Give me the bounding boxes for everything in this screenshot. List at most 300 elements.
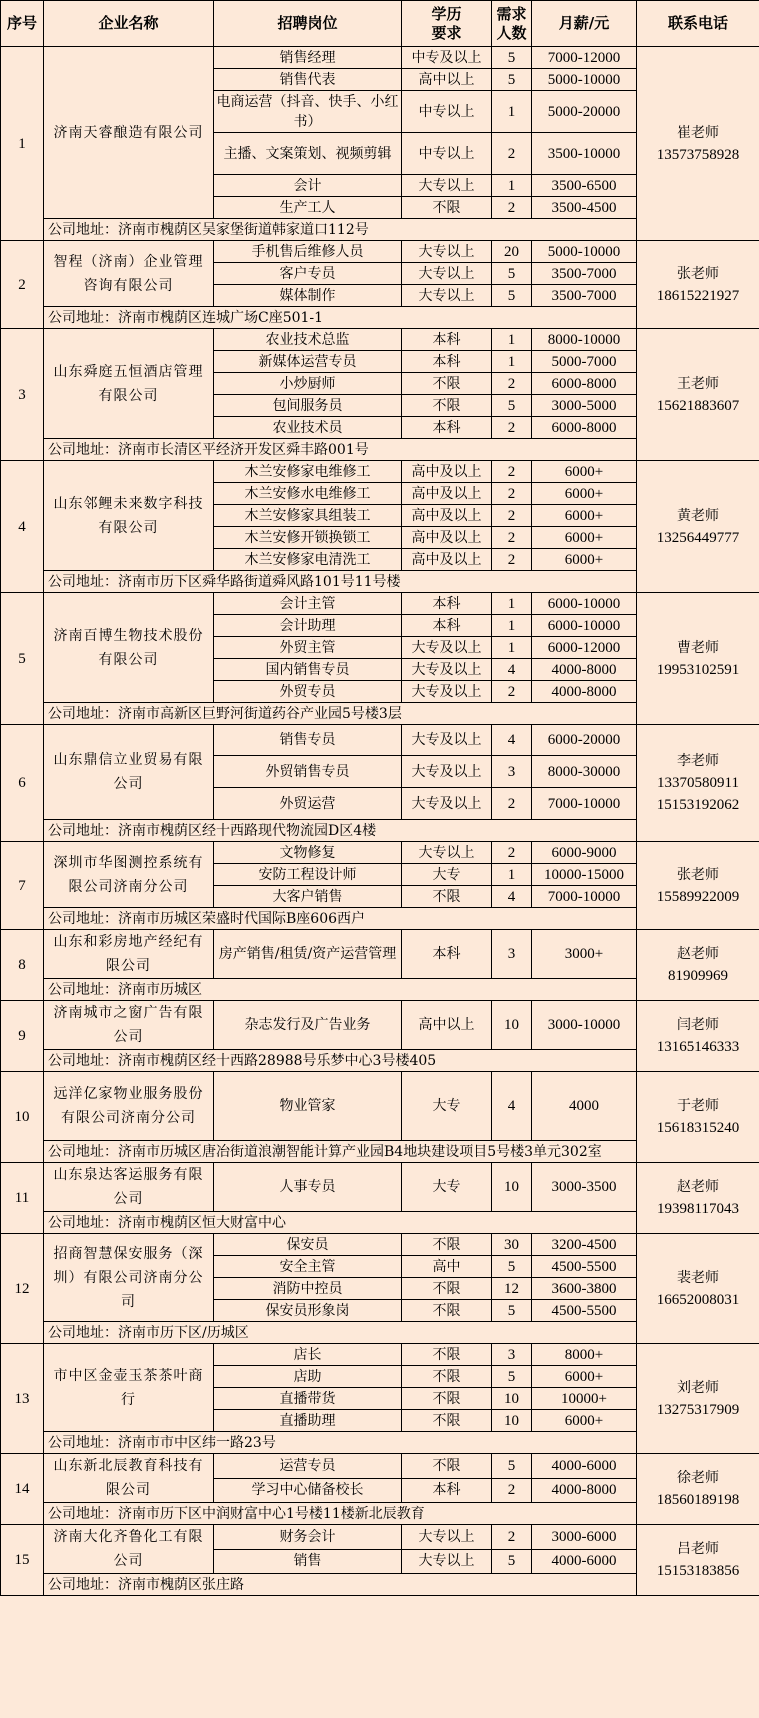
job-salary: 3500-10000 [532, 133, 637, 175]
row-index: 12 [1, 1234, 44, 1344]
job-row [1, 593, 759, 615]
contact-name: 王老师 [677, 375, 719, 392]
job-education: 大专及以上 [402, 756, 492, 788]
contact-cell [637, 329, 759, 461]
contact-cell [637, 1072, 759, 1163]
job-row [1, 725, 759, 756]
job-count: 10 [492, 1410, 532, 1432]
job-salary: 7000-12000 [532, 47, 637, 69]
company-name: 智程（济南）企业管理咨询有限公司 [44, 241, 214, 307]
job-salary: 6000-10000 [532, 615, 637, 637]
company-name: 山东鼎信立业贸易有限公司 [44, 725, 214, 820]
company-name: 济南城市之窗广告有限公司 [44, 1001, 214, 1050]
job-salary: 6000+ [532, 527, 637, 549]
job-education: 不限 [402, 1410, 492, 1432]
job-row [1, 1072, 759, 1141]
contact-name: 闫老师 [677, 1017, 719, 1033]
company-address: 公司地址：济南市历城区 [44, 979, 637, 1001]
job-count: 2 [492, 1525, 532, 1550]
row-index: 15 [1, 1525, 44, 1596]
job-education: 大专 [402, 1072, 492, 1141]
contact-phone: 19398117043 [657, 1201, 739, 1217]
job-position: 主播、文案策划、视频剪辑 [214, 133, 402, 175]
contact-phone: 15618315240 [656, 1120, 740, 1136]
job-salary: 3000-6000 [532, 1525, 637, 1550]
contact-name: 张老师 [677, 265, 719, 282]
job-row [1, 1525, 759, 1550]
contact-name: 裴老师 [677, 1269, 719, 1286]
job-position: 大客户销售 [214, 886, 402, 908]
job-education: 高中以上 [402, 1001, 492, 1050]
contact-cell [637, 1525, 759, 1596]
job-education: 大专以上 [402, 241, 492, 263]
job-count: 3 [492, 756, 532, 788]
job-count: 5 [492, 395, 532, 417]
job-position: 会计主管 [214, 593, 402, 615]
job-salary: 5000-10000 [532, 69, 637, 91]
company-name: 济南大化齐鲁化工有限公司 [44, 1525, 214, 1574]
job-position: 木兰安修家具组装工 [214, 505, 402, 527]
contact-name: 张老师 [677, 866, 719, 883]
contact-name: 刘老师 [677, 1379, 719, 1396]
job-row [1, 461, 759, 483]
job-count: 2 [492, 197, 532, 219]
job-education: 大专以上 [402, 1525, 492, 1550]
header-education [402, 1, 492, 47]
job-education: 大专 [402, 1163, 492, 1212]
job-count: 2 [492, 681, 532, 703]
job-education: 高中及以上 [402, 483, 492, 505]
row-index: 3 [1, 329, 44, 461]
job-row [1, 1163, 759, 1212]
contact-name: 吕老师 [677, 1541, 719, 1557]
job-salary: 10000-15000 [532, 864, 637, 886]
company-name: 招商智慧保安服务（深圳）有限公司济南分公司 [44, 1234, 214, 1322]
job-position: 安防工程设计师 [214, 864, 402, 886]
job-education: 大专以上 [402, 263, 492, 285]
job-position: 包间服务员 [214, 395, 402, 417]
company-address: 公司地址：济南市历城区荣盛时代国际B座606西户 [44, 908, 637, 930]
contact-cell [637, 725, 759, 842]
contact-name: 赵老师 [677, 946, 719, 962]
job-row [1, 241, 759, 263]
job-position: 消防中控员 [214, 1278, 402, 1300]
job-salary: 4000 [532, 1072, 637, 1141]
job-salary: 6000-20000 [532, 725, 637, 756]
company-address: 公司地址：济南市长清区平经济开发区舜丰路001号 [44, 439, 637, 461]
job-education: 中专以上 [402, 91, 492, 133]
company-address: 公司地址：济南市槐荫区张庄路 [44, 1574, 637, 1596]
job-position: 销售 [214, 1549, 402, 1574]
job-education: 本科 [402, 1478, 492, 1503]
company-name: 深圳市华图测控系统有限公司济南分公司 [44, 842, 214, 908]
contact-phone: 13165146333 [656, 1039, 740, 1055]
header-row [1, 1, 759, 47]
job-salary: 4000-8000 [532, 681, 637, 703]
job-count: 12 [492, 1278, 532, 1300]
contact-phone: 19953102591 [656, 661, 740, 678]
job-position: 手机售后维修人员 [214, 241, 402, 263]
job-position: 销售经理 [214, 47, 402, 69]
row-index: 13 [1, 1344, 44, 1454]
company-name: 远洋亿家物业服务股份有限公司济南分公司 [44, 1072, 214, 1141]
job-count: 30 [492, 1234, 532, 1256]
job-salary: 3200-4500 [532, 1234, 637, 1256]
job-count: 3 [492, 1344, 532, 1366]
job-education: 高中及以上 [402, 461, 492, 483]
contact-cell [637, 461, 759, 593]
job-education: 大专以上 [402, 285, 492, 307]
job-education: 中专以上 [402, 133, 492, 175]
job-salary: 3500-6500 [532, 175, 637, 197]
contact-cell [637, 241, 759, 329]
contact-name: 黄老师 [677, 507, 719, 524]
company-address: 公司地址：济南市历下区舜华路街道舜风路101号11号楼 [44, 571, 637, 593]
company-address: 公司地址：济南市槐荫区经十西路28988号乐梦中心3号楼405 [44, 1050, 637, 1072]
contact-phone: 15153192062 [656, 797, 740, 813]
job-education: 本科 [402, 593, 492, 615]
company-name: 山东泉达客运服务有限公司 [44, 1163, 214, 1212]
header-contact: 联系电话 [637, 1, 759, 47]
job-salary: 10000+ [532, 1388, 637, 1410]
job-education: 不限 [402, 1388, 492, 1410]
job-education: 不限 [402, 1234, 492, 1256]
job-count: 2 [492, 549, 532, 571]
job-count: 1 [492, 175, 532, 197]
job-position: 农业技术总监 [214, 329, 402, 351]
header-position: 招聘岗位 [214, 1, 402, 47]
job-education: 不限 [402, 1278, 492, 1300]
job-position: 生产工人 [214, 197, 402, 219]
job-salary: 8000+ [532, 1344, 637, 1366]
job-row [1, 1234, 759, 1256]
job-education: 中专及以上 [402, 47, 492, 69]
job-education: 不限 [402, 1344, 492, 1366]
job-salary: 4000-8000 [532, 659, 637, 681]
job-position: 媒体制作 [214, 285, 402, 307]
job-position: 杂志发行及广告业务 [214, 1001, 402, 1050]
row-index: 1 [1, 47, 44, 241]
job-salary: 6000+ [532, 1366, 637, 1388]
job-salary: 6000+ [532, 1410, 637, 1432]
company-address: 公司地址：济南市高新区巨野河街道药谷产业园5号楼3层 [44, 703, 637, 725]
job-education: 大专及以上 [402, 725, 492, 756]
job-salary: 3000-3500 [532, 1163, 637, 1212]
contact-cell [637, 1344, 759, 1454]
job-salary: 3500-4500 [532, 197, 637, 219]
contact-name: 崔老师 [677, 124, 719, 141]
job-position: 外贸专员 [214, 681, 402, 703]
job-count: 5 [492, 1300, 532, 1322]
row-index: 7 [1, 842, 44, 930]
job-position: 保安员形象岗 [214, 1300, 402, 1322]
row-index: 2 [1, 241, 44, 329]
header-index: 序号 [1, 1, 44, 47]
job-count: 5 [492, 47, 532, 69]
job-count: 3 [492, 930, 532, 979]
job-education: 大专以上 [402, 842, 492, 864]
job-position: 文物修复 [214, 842, 402, 864]
job-position: 木兰安修家电清洗工 [214, 549, 402, 571]
row-index: 9 [1, 1001, 44, 1072]
job-position: 木兰安修开锁换锁工 [214, 527, 402, 549]
job-count: 5 [492, 69, 532, 91]
job-education: 不限 [402, 197, 492, 219]
job-salary: 6000+ [532, 483, 637, 505]
job-salary: 6000-9000 [532, 842, 637, 864]
contact-cell [637, 1234, 759, 1344]
job-education: 高中及以上 [402, 505, 492, 527]
contact-phone: 13370580911 [657, 775, 739, 791]
job-count: 2 [492, 527, 532, 549]
job-salary: 8000-30000 [532, 756, 637, 788]
contact-cell [637, 1163, 759, 1234]
job-salary: 4000-8000 [532, 1478, 637, 1503]
job-position: 国内销售专员 [214, 659, 402, 681]
company-address: 公司地址：济南市历下区/历城区 [44, 1322, 637, 1344]
job-position: 房产销售/租赁/资产运营管理 [214, 930, 402, 979]
row-index: 4 [1, 461, 44, 593]
job-education: 大专及以上 [402, 659, 492, 681]
job-count: 2 [492, 461, 532, 483]
job-position: 销售专员 [214, 725, 402, 756]
job-position: 物业管家 [214, 1072, 402, 1141]
contact-phone: 13256449777 [656, 529, 740, 546]
contact-phone: 16652008031 [656, 1291, 740, 1308]
job-row [1, 1344, 759, 1366]
company-address: 公司地址：济南市槐荫区吴家堡街道韩家道口112号 [44, 219, 637, 241]
job-position: 农业技术员 [214, 417, 402, 439]
job-count: 1 [492, 351, 532, 373]
job-position: 学习中心储备校长 [214, 1478, 402, 1503]
company-name: 山东新北辰教育科技有限公司 [44, 1454, 214, 1503]
job-position: 安全主管 [214, 1256, 402, 1278]
job-count: 1 [492, 91, 532, 133]
company-name: 济南百博生物技术股份有限公司 [44, 593, 214, 703]
job-count: 10 [492, 1001, 532, 1050]
job-salary: 6000-10000 [532, 593, 637, 615]
job-row [1, 47, 759, 69]
job-row [1, 930, 759, 979]
job-salary: 4500-5500 [532, 1300, 637, 1322]
job-salary: 6000+ [532, 461, 637, 483]
job-salary: 3600-3800 [532, 1278, 637, 1300]
job-count: 5 [492, 1454, 532, 1479]
job-count: 20 [492, 241, 532, 263]
job-position: 会计助理 [214, 615, 402, 637]
job-education: 本科 [402, 417, 492, 439]
job-position: 店助 [214, 1366, 402, 1388]
job-position: 客户专员 [214, 263, 402, 285]
contact-name: 徐老师 [677, 1470, 719, 1486]
job-count: 2 [492, 842, 532, 864]
job-salary: 6000-8000 [532, 417, 637, 439]
job-salary: 3000-10000 [532, 1001, 637, 1050]
contact-cell [637, 930, 759, 1001]
job-salary: 5000-10000 [532, 241, 637, 263]
job-count: 4 [492, 1072, 532, 1141]
job-education: 大专及以上 [402, 681, 492, 703]
header-education-line: 学历 [431, 4, 462, 23]
header-education-line: 要求 [431, 23, 462, 42]
contact-cell [637, 47, 759, 241]
job-count: 5 [492, 1256, 532, 1278]
job-count: 5 [492, 263, 532, 285]
job-count: 2 [492, 483, 532, 505]
job-salary: 6000+ [532, 505, 637, 527]
job-position: 人事专员 [214, 1163, 402, 1212]
job-education: 不限 [402, 373, 492, 395]
job-education: 不限 [402, 886, 492, 908]
job-count: 2 [492, 133, 532, 175]
contact-phone: 15589922009 [656, 888, 740, 905]
job-count: 1 [492, 329, 532, 351]
job-count: 10 [492, 1163, 532, 1212]
contact-cell [637, 842, 759, 930]
company-address: 公司地址：济南市槐荫区经十西路现代物流园D区4楼 [44, 820, 637, 842]
job-count: 4 [492, 725, 532, 756]
contact-phone: 18615221927 [656, 287, 740, 304]
company-address: 公司地址：济南市槐荫区连城广场C座501-1 [44, 307, 637, 329]
contact-phone: 13573758928 [656, 146, 740, 163]
job-count: 2 [492, 373, 532, 395]
job-row [1, 1454, 759, 1479]
company-name: 市中区金壶玉茶茶叶商行 [44, 1344, 214, 1432]
job-education: 不限 [402, 1366, 492, 1388]
job-education: 不限 [402, 1300, 492, 1322]
job-row [1, 842, 759, 864]
contact-cell [637, 1001, 759, 1072]
row-index: 8 [1, 930, 44, 1001]
job-salary: 6000+ [532, 549, 637, 571]
job-count: 5 [492, 285, 532, 307]
job-education: 本科 [402, 329, 492, 351]
job-count: 5 [492, 1366, 532, 1388]
job-position: 会计 [214, 175, 402, 197]
job-education: 高中及以上 [402, 549, 492, 571]
job-position: 财务会计 [214, 1525, 402, 1550]
job-position: 直播助理 [214, 1410, 402, 1432]
job-education: 高中 [402, 1256, 492, 1278]
contact-cell [637, 1454, 759, 1525]
job-count: 2 [492, 417, 532, 439]
job-salary: 8000-10000 [532, 329, 637, 351]
job-salary: 4000-6000 [532, 1549, 637, 1574]
header-company: 企业名称 [44, 1, 214, 47]
job-count: 2 [492, 788, 532, 820]
job-count: 1 [492, 864, 532, 886]
row-index: 5 [1, 593, 44, 725]
job-salary: 3500-7000 [532, 285, 637, 307]
job-count: 1 [492, 615, 532, 637]
job-salary: 4500-5500 [532, 1256, 637, 1278]
job-count: 4 [492, 886, 532, 908]
job-salary: 5000-20000 [532, 91, 637, 133]
header-count-line: 人数 [496, 23, 527, 42]
job-education: 本科 [402, 615, 492, 637]
job-salary: 7000-10000 [532, 886, 637, 908]
company-address: 公司地址：济南市历城区唐冶街道浪潮智能计算产业园B4地块建设项目5号楼3单元302室 [44, 1141, 637, 1163]
contact-name: 于老师 [677, 1098, 719, 1114]
job-salary: 3500-7000 [532, 263, 637, 285]
header-count-line: 需求 [496, 4, 527, 23]
job-education: 大专及以上 [402, 788, 492, 820]
row-index: 6 [1, 725, 44, 842]
job-salary: 6000-12000 [532, 637, 637, 659]
company-address: 公司地址：济南市历下区中润财富中心1号楼11楼新北辰教育 [44, 1503, 637, 1525]
company-name: 山东邻鲤未来数字科技有限公司 [44, 461, 214, 571]
job-salary: 4000-6000 [532, 1454, 637, 1479]
company-address: 公司地址：济南市市中区纬一路23号 [44, 1432, 637, 1454]
job-education: 大专以上 [402, 175, 492, 197]
job-education: 本科 [402, 930, 492, 979]
job-count: 5 [492, 1549, 532, 1574]
job-position: 保安员 [214, 1234, 402, 1256]
job-position: 直播带货 [214, 1388, 402, 1410]
job-position: 店长 [214, 1344, 402, 1366]
job-position: 木兰安修水电维修工 [214, 483, 402, 505]
company-address: 公司地址：济南市槐荫区恒大财富中心 [44, 1212, 637, 1234]
row-index: 11 [1, 1163, 44, 1234]
job-salary: 3000+ [532, 930, 637, 979]
job-salary: 7000-10000 [532, 788, 637, 820]
job-position: 木兰安修家电维修工 [214, 461, 402, 483]
job-position: 新媒体运营专员 [214, 351, 402, 373]
job-count: 2 [492, 1478, 532, 1503]
job-position: 外贸运营 [214, 788, 402, 820]
job-salary: 3000-5000 [532, 395, 637, 417]
job-count: 1 [492, 637, 532, 659]
contact-phone: 13275317909 [656, 1401, 740, 1418]
job-position: 运营专员 [214, 1454, 402, 1479]
job-row [1, 329, 759, 351]
contact-phone: 18560189198 [656, 1492, 740, 1508]
contact-cell [637, 593, 759, 725]
header-count [492, 1, 532, 47]
company-name: 山东和彩房地产经纪有限公司 [44, 930, 214, 979]
contact-phone: 81909969 [668, 968, 728, 984]
job-education: 高中及以上 [402, 527, 492, 549]
job-education: 大专以上 [402, 1549, 492, 1574]
job-position: 小炒厨师 [214, 373, 402, 395]
job-education: 不限 [402, 1454, 492, 1479]
job-count: 1 [492, 593, 532, 615]
job-position: 销售代表 [214, 69, 402, 91]
contact-name: 赵老师 [677, 1179, 719, 1195]
job-education: 大专及以上 [402, 637, 492, 659]
row-index: 14 [1, 1454, 44, 1525]
job-count: 4 [492, 659, 532, 681]
job-position: 外贸销售专员 [214, 756, 402, 788]
job-education: 不限 [402, 395, 492, 417]
contact-phone: 15153183856 [656, 1563, 740, 1579]
job-count: 2 [492, 505, 532, 527]
job-row [1, 1001, 759, 1050]
job-position: 电商运营（抖音、快手、小红书） [214, 91, 402, 133]
job-position: 外贸主管 [214, 637, 402, 659]
contact-name: 李老师 [677, 753, 719, 769]
company-name: 济南天睿酿造有限公司 [44, 47, 214, 219]
job-education: 大专 [402, 864, 492, 886]
job-education: 本科 [402, 351, 492, 373]
row-index: 10 [1, 1072, 44, 1163]
job-education: 高中以上 [402, 69, 492, 91]
job-count: 10 [492, 1388, 532, 1410]
company-name: 山东舜庭五恒酒店管理有限公司 [44, 329, 214, 439]
contact-name: 曹老师 [677, 639, 719, 656]
job-salary: 6000-8000 [532, 373, 637, 395]
header-salary: 月薪/元 [532, 1, 637, 47]
